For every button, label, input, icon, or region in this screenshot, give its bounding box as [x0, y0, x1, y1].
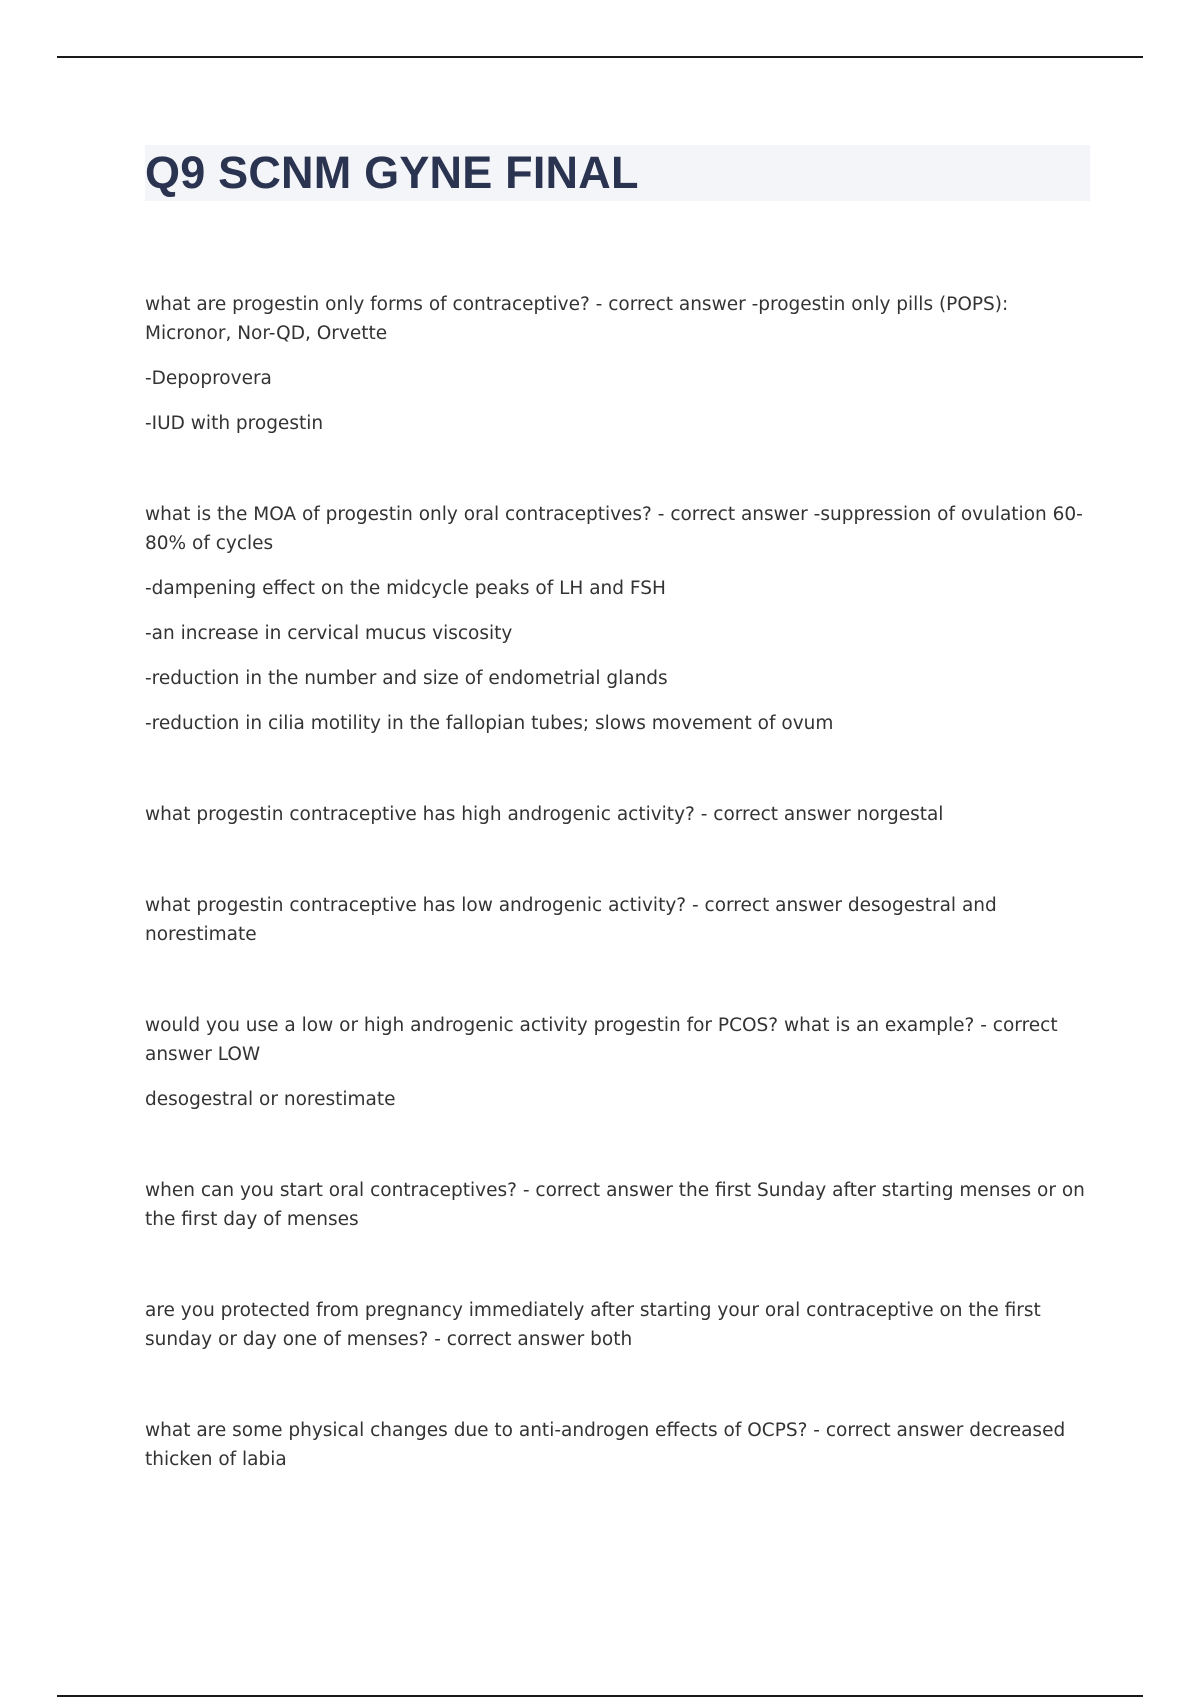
qa-question: what progestin contraceptive has low androgenic activity? - correct answer desogestral and norestimate	[145, 895, 997, 945]
qa-answer-line: -reduction in the number and size of endometrial glands	[145, 668, 668, 689]
qa-answer-line: -an increase in cervical mucus viscosity	[145, 623, 513, 644]
top-rule	[57, 56, 1143, 58]
qa-answer-line: -Depoprovera	[145, 368, 272, 389]
qa-item	[145, 1176, 1090, 1234]
qa-question: what are progestin only forms of contraceptive? - correct answer -progestin only pills (POPS): Micronor, Nor-QD, Orvette	[145, 294, 1009, 344]
qa-item	[145, 1416, 1090, 1474]
qa-item	[145, 891, 1090, 949]
qa-item	[145, 1296, 1090, 1354]
qa-item	[145, 290, 1090, 438]
qa-item	[145, 500, 1090, 738]
qa-question: when can you start oral contraceptives? - correct answer the first Sunday after starting menses or on the first day of menses	[145, 1180, 1085, 1230]
page-title: Q9 SCNM GYNE FINAL	[145, 147, 639, 198]
qa-list	[145, 290, 1090, 1536]
qa-item	[145, 800, 1090, 829]
qa-answer-line: -reduction in cilia motility in the fallopian tubes; slows movement of ovum	[145, 713, 834, 734]
qa-question: what are some physical changes due to anti-androgen effects of OCPS? - correct answer decreased thicken of labia	[145, 1420, 1066, 1470]
qa-question: what progestin contraceptive has high androgenic activity? - correct answer norgestal	[145, 804, 944, 825]
qa-answer-line: -IUD with progestin	[145, 413, 324, 434]
qa-question: are you protected from pregnancy immediately after starting your oral contraceptive on the first sunday or day one of menses? - correct answer both	[145, 1300, 1041, 1350]
qa-question: would you use a low or high androgenic activity progestin for PCOS? what is an example? - correct answer LOW	[145, 1015, 1058, 1065]
bottom-rule	[57, 1695, 1143, 1697]
qa-answer-line: desogestral or norestimate	[145, 1089, 396, 1110]
qa-question: what is the MOA of progestin only oral contraceptives? - correct answer -suppression of ovulation 60-80% of cycles	[145, 504, 1083, 554]
qa-answer-line: -dampening effect on the midcycle peaks of LH and FSH	[145, 578, 666, 599]
qa-item	[145, 1011, 1090, 1114]
